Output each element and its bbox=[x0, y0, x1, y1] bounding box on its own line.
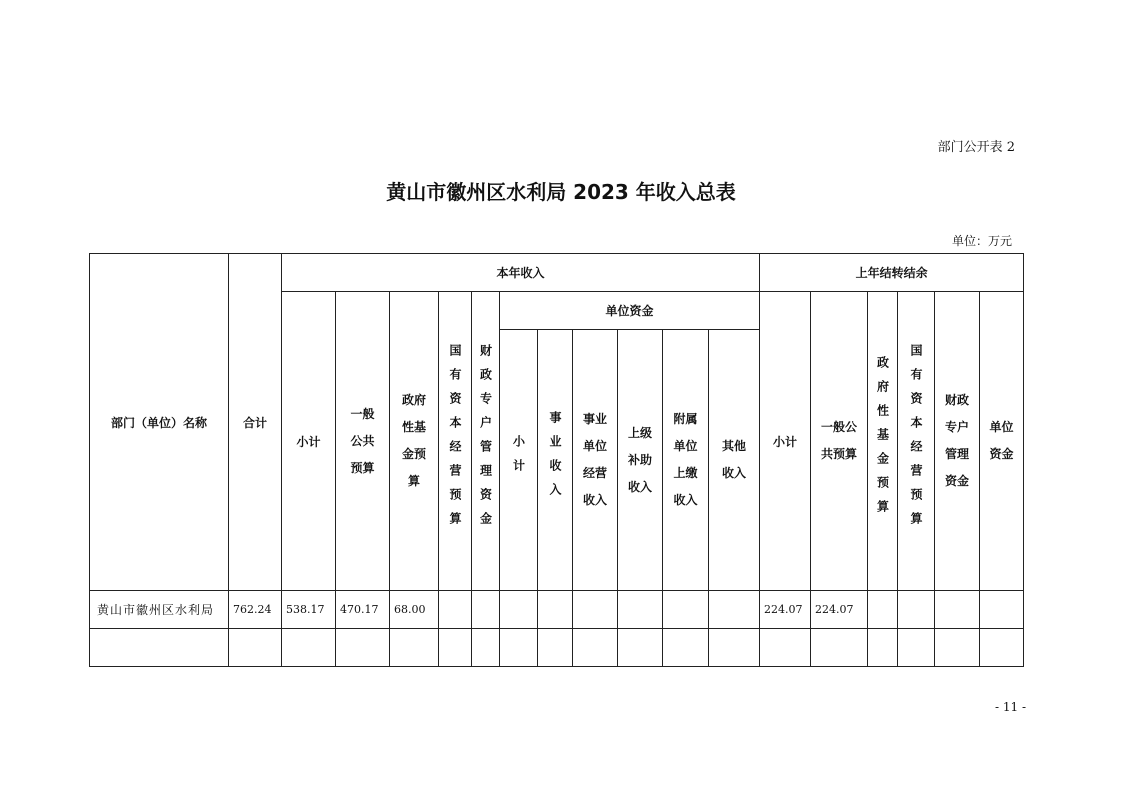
cell-uf-business bbox=[538, 591, 573, 629]
header-uf-business-text: 事业收入 bbox=[548, 410, 562, 507]
empty-cell bbox=[868, 629, 898, 667]
header-pb-unit-funds-text: 单位资金 bbox=[989, 420, 1014, 461]
empty-cell bbox=[573, 629, 618, 667]
cell-cy-state-capital bbox=[439, 591, 472, 629]
empty-cell bbox=[500, 629, 538, 667]
table-row bbox=[90, 591, 1024, 629]
header-cy-gov-fund-text: 政府性基金预算 bbox=[401, 393, 426, 488]
header-cy-fiscal-special bbox=[472, 292, 500, 591]
empty-cell bbox=[935, 629, 980, 667]
header-total: 合计 bbox=[229, 254, 282, 591]
header-prior-balance: 上年结转结余 bbox=[760, 254, 1024, 292]
cell-uf-subsidiary bbox=[663, 591, 709, 629]
header-cy-general-public-text: 一般公共预算 bbox=[350, 406, 375, 475]
header-cy-state-capital-text: 国有资本经营预算 bbox=[448, 343, 462, 536]
empty-cell bbox=[439, 629, 472, 667]
header-uf-other bbox=[709, 330, 760, 591]
header-pb-gov-fund bbox=[868, 292, 898, 591]
header-cy-subtotal-text: 小计 bbox=[296, 434, 321, 449]
header-uf-operating bbox=[573, 330, 618, 591]
empty-cell bbox=[980, 629, 1024, 667]
cell-cy-general-public: 470.17 bbox=[336, 591, 390, 629]
header-pb-state-capital bbox=[898, 292, 935, 591]
cell-uf-other bbox=[709, 591, 760, 629]
empty-cell bbox=[538, 629, 573, 667]
unit-label: 单位：万元 bbox=[951, 234, 1012, 248]
header-uf-subsidiary bbox=[663, 330, 709, 591]
cell-cy-fiscal-special bbox=[472, 591, 500, 629]
cell-uf-operating bbox=[573, 591, 618, 629]
empty-cell bbox=[709, 629, 760, 667]
header-dept-name: 部门（单位）名称 bbox=[90, 254, 229, 591]
cell-uf-superior-subsidy bbox=[618, 591, 663, 629]
header-pb-subtotal bbox=[760, 292, 811, 591]
income-summary-table bbox=[89, 253, 1024, 667]
cell-pb-fiscal-special bbox=[935, 591, 980, 629]
empty-cell bbox=[390, 629, 439, 667]
cell-pb-subtotal: 224.07 bbox=[760, 591, 811, 629]
empty-cell bbox=[898, 629, 935, 667]
header-uf-subsidiary-text: 附属单位上缴收入 bbox=[673, 412, 698, 507]
cell-pb-state-capital bbox=[898, 591, 935, 629]
header-pb-subtotal-text: 小计 bbox=[773, 434, 798, 449]
header-pb-general-public bbox=[811, 292, 868, 591]
header-uf-other-text: 其他收入 bbox=[722, 439, 747, 480]
cell-dept-name: 黄山市徽州区水利局 bbox=[90, 591, 229, 629]
header-current-year: 本年收入 bbox=[282, 254, 760, 292]
header-uf-superior-subsidy-text: 上级补助收入 bbox=[627, 425, 652, 494]
document-label: 部门公开表 2 bbox=[937, 140, 1015, 155]
header-pb-fiscal-special bbox=[935, 292, 980, 591]
header-cy-fiscal-special-text: 财政专户管理资金 bbox=[478, 343, 493, 536]
header-uf-operating-text: 事业单位经营收入 bbox=[582, 412, 607, 507]
cell-cy-gov-fund: 68.00 bbox=[390, 591, 439, 629]
empty-cell bbox=[90, 629, 229, 667]
header-cy-state-capital bbox=[439, 292, 472, 591]
empty-cell bbox=[618, 629, 663, 667]
header-cy-subtotal bbox=[282, 292, 336, 591]
header-uf-subtotal-text: 小计 bbox=[511, 434, 526, 483]
header-pb-fiscal-special-text: 财政专户管理资金 bbox=[945, 393, 970, 488]
header-pb-gov-fund-text: 政府性基金预算 bbox=[875, 355, 890, 524]
header-pb-state-capital-text: 国有资本经营预算 bbox=[909, 343, 924, 536]
header-uf-superior-subsidy bbox=[618, 330, 663, 591]
header-uf-subtotal bbox=[500, 330, 538, 591]
page-number: - 11 - bbox=[994, 700, 1026, 714]
header-unit-funds: 单位资金 bbox=[500, 292, 760, 330]
header-cy-general-public bbox=[336, 292, 390, 591]
cell-uf-subtotal bbox=[500, 591, 538, 629]
empty-cell bbox=[760, 629, 811, 667]
empty-cell bbox=[336, 629, 390, 667]
empty-cell bbox=[229, 629, 282, 667]
cell-total: 762.24 bbox=[229, 591, 282, 629]
header-pb-general-public-text: 一般公共预算 bbox=[821, 420, 858, 461]
cell-pb-general-public: 224.07 bbox=[811, 591, 868, 629]
page-title: 黄山市徽州区水利局 2023 年收入总表 bbox=[386, 180, 736, 204]
header-pb-unit-funds bbox=[980, 292, 1024, 591]
cell-pb-unit-funds bbox=[980, 591, 1024, 629]
table-row-empty bbox=[90, 629, 1024, 667]
empty-cell bbox=[472, 629, 500, 667]
cell-cy-subtotal: 538.17 bbox=[282, 591, 336, 629]
empty-cell bbox=[811, 629, 868, 667]
cell-pb-gov-fund bbox=[868, 591, 898, 629]
header-cy-gov-fund bbox=[390, 292, 439, 591]
empty-cell bbox=[663, 629, 709, 667]
empty-cell bbox=[282, 629, 336, 667]
header-uf-business bbox=[538, 330, 573, 591]
